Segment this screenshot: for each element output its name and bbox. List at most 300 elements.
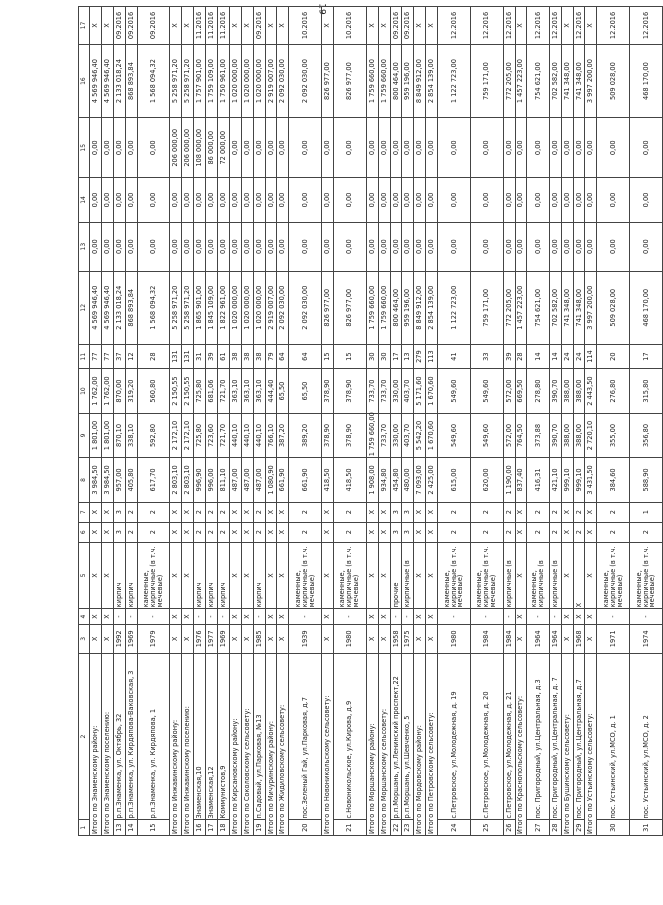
table-cell: п.Садовый, ул.Парковая, №13	[253, 653, 265, 820]
table-cell: 2	[549, 502, 561, 522]
table-cell: 28	[515, 344, 527, 368]
table-cell: 0,00	[334, 222, 367, 271]
table-cell: 0,00	[253, 178, 265, 222]
table-cell: 0,00	[137, 222, 170, 271]
subtotal-label: Итого по Мичуринскому району:	[265, 653, 277, 835]
table-cell: 19	[253, 820, 265, 836]
table-cell: каменные, кирпичные (в т.ч. мечевые)	[470, 542, 503, 609]
table-cell: с.Петровское, ул.Молодежная, д. 21	[503, 653, 515, 820]
subtotal-row	[101, 7, 113, 836]
table-cell: 2 092 030,00	[289, 271, 322, 344]
table-cell: 0,00	[253, 222, 265, 271]
table-cell: 15	[334, 344, 367, 368]
table-cell: X	[426, 502, 438, 522]
table-cell: 390,70	[549, 413, 561, 457]
table-cell: 1 759 660,00	[366, 44, 378, 117]
table-cell: 0,00	[585, 118, 597, 178]
table-cell: 11.2016	[206, 7, 218, 45]
table-cell: 1980	[334, 624, 367, 653]
table-cell: 206 000,00	[170, 118, 182, 178]
table-cell: 0,00	[206, 222, 218, 271]
table-cell: 390,70	[549, 369, 561, 413]
table-cell: 0,00	[89, 222, 101, 271]
subtotal-label: Итого по Моршанскому сельсовету:	[378, 653, 390, 835]
table-cell: 1 190,00	[503, 458, 515, 502]
table-cell: 65,50	[277, 369, 289, 413]
table-cell: -	[549, 609, 561, 625]
table-cell: пос.Зеленый Гай, ул.Парковая, д.7	[289, 653, 322, 820]
table-cell: 330,00	[390, 369, 402, 413]
table-cell: X	[426, 624, 438, 653]
table-cell: 12.2016	[470, 7, 503, 45]
table-cell: 2	[573, 502, 585, 522]
table-cell: 363,10	[241, 369, 253, 413]
table-cell: 1 020 000,00	[229, 271, 241, 344]
table-cell: X	[366, 522, 378, 542]
table-cell: 14	[549, 344, 561, 368]
table-cell: 0,00	[125, 178, 137, 222]
table-cell: 870,00	[113, 369, 125, 413]
table-cell: 480,00	[402, 458, 414, 502]
subtotal-label: Итого по Устьинскому сельсовету:	[585, 653, 597, 835]
table-cell: 0,00	[229, 222, 241, 271]
table-cell: 0,00	[390, 222, 402, 271]
table-cell: 373,88	[527, 413, 549, 457]
table-cell: 2	[206, 522, 218, 542]
table-cell: X	[366, 624, 378, 653]
table-cell: 0,00	[585, 178, 597, 222]
table-cell: 0,00	[217, 222, 229, 271]
table-cell: с.Петровское, ул.Молодежная, д. 19	[438, 653, 471, 820]
table-cell: 0,00	[277, 222, 289, 271]
table-cell: 1 457 223,00	[515, 271, 527, 344]
table-cell: 1964	[549, 624, 561, 653]
table-cell: 5 258 971,20	[170, 271, 182, 344]
table-cell: 17	[390, 344, 402, 368]
table-cell: 29	[573, 820, 585, 836]
table-cell: 0,00	[527, 118, 549, 178]
subtotal-row	[322, 7, 334, 836]
table-cell: 2 092 030,00	[277, 44, 289, 117]
table-cell: X	[585, 7, 597, 45]
table-cell: 772 205,00	[503, 44, 515, 117]
table-cell: X	[265, 7, 277, 45]
table-cell: X	[585, 609, 597, 625]
table-cell: X	[277, 7, 289, 45]
table-cell: 0,00	[229, 178, 241, 222]
table-cell: X	[182, 609, 194, 625]
table-cell: 388,00	[573, 369, 585, 413]
table-cell: 487,00	[229, 458, 241, 502]
table-cell: 0,00	[265, 118, 277, 178]
table-cell: 5 542,20	[414, 413, 426, 457]
table-cell: 12.2016	[527, 7, 549, 45]
table-cell: 2	[630, 522, 663, 542]
table-row	[289, 7, 322, 836]
table-cell: 661,90	[289, 458, 322, 502]
table-cell: 0,00	[515, 118, 527, 178]
table-cell: 09.2016	[253, 7, 265, 45]
table-cell: 4 569 946,40	[101, 44, 113, 117]
table-cell: 330,00	[390, 413, 402, 457]
table-cell: 22	[390, 820, 402, 836]
subtotal-row	[265, 7, 277, 836]
table-cell: 2 720,10	[585, 413, 597, 457]
table-cell: 388,00	[561, 369, 573, 413]
table-cell: 468 170,00	[630, 44, 663, 117]
table-cell: 13	[402, 344, 414, 368]
table-cell: 702 582,00	[549, 271, 561, 344]
table-cell: 0,00	[549, 118, 561, 178]
table-cell: 1 020 000,00	[229, 44, 241, 117]
table-cell: 0,00	[426, 178, 438, 222]
table-cell: 388,00	[561, 413, 573, 457]
table-cell: X	[229, 542, 241, 609]
table-cell: 754 621,00	[527, 44, 549, 117]
table-cell: X	[89, 624, 101, 653]
table-cell: 2	[206, 502, 218, 522]
table-cell: 0,00	[217, 178, 229, 222]
table-cell: -	[194, 609, 206, 625]
table-cell: 0,00	[241, 118, 253, 178]
table-row	[470, 7, 503, 836]
column-number: 11	[79, 344, 90, 368]
table-cell: 0,00	[426, 118, 438, 178]
table-cell: X	[378, 609, 390, 625]
table-cell: 15	[322, 344, 334, 368]
table-cell: X	[277, 542, 289, 609]
table-cell: 440,10	[241, 413, 253, 457]
table-row	[194, 7, 206, 836]
table-cell: X	[182, 542, 194, 609]
table-cell: X	[561, 7, 573, 45]
page-number: 19	[316, 3, 327, 15]
table-cell: 2	[503, 502, 515, 522]
table-cell: 11.2016	[194, 7, 206, 45]
table-cell: 319,20	[125, 369, 137, 413]
table-cell: 0,00	[289, 178, 322, 222]
table-cell: 2	[549, 522, 561, 542]
table-cell: X	[414, 522, 426, 542]
column-number: 10	[79, 369, 90, 413]
table-cell: X	[561, 522, 573, 542]
subtotal-row	[426, 7, 438, 836]
table-cell: 64	[289, 344, 322, 368]
table-cell: 206 000,00	[182, 118, 194, 178]
table-cell: 09.2016	[402, 7, 414, 45]
table-cell: 2 150,55	[170, 369, 182, 413]
table-cell: 416,31	[527, 458, 549, 502]
table-cell: 0,00	[137, 178, 170, 222]
table-cell: 23	[402, 820, 414, 836]
table-cell: 26	[503, 820, 515, 836]
table-cell: 0,00	[89, 178, 101, 222]
table-cell: 0,00	[503, 118, 515, 178]
table-cell: -	[527, 609, 549, 625]
table-cell: -	[206, 609, 218, 625]
table-cell: X	[414, 542, 426, 609]
table-cell: 620,00	[470, 458, 503, 502]
table-cell: 4 569 946,40	[89, 44, 101, 117]
table-cell: 1 670,60	[426, 413, 438, 457]
table-cell: X	[170, 624, 182, 653]
table-cell: 1 759 660,00	[366, 413, 378, 457]
table-cell: 1 568 094,32	[137, 44, 170, 117]
table-cell: X	[170, 7, 182, 45]
table-cell: X	[515, 624, 527, 653]
table-cell: 14	[125, 820, 137, 836]
table-cell: X	[378, 624, 390, 653]
subtotal-label: Итого по Кирсановскому району:	[229, 653, 241, 835]
table-cell: 0,00	[334, 118, 367, 178]
table-cell: 1984	[470, 624, 503, 653]
table-cell: 1979	[137, 624, 170, 653]
table-cell: X	[561, 624, 573, 653]
table-cell: 560,80	[137, 369, 170, 413]
subtotal-label: Итого по Моршанскому району:	[366, 653, 378, 835]
table-cell: 3 431,50	[585, 458, 597, 502]
column-number: 6	[79, 522, 90, 542]
table-row	[390, 7, 402, 836]
table-cell: 725,80	[194, 369, 206, 413]
table-cell: 2	[470, 522, 503, 542]
table-cell: 2 150,55	[182, 369, 194, 413]
table-cell: р.п.Моршань, ул.Ленинский проспект,22	[390, 653, 402, 820]
table-cell: кирпич	[113, 542, 125, 609]
table-cell: 8 849 912,00	[414, 271, 426, 344]
table-cell: 3	[402, 522, 414, 542]
table-row	[137, 7, 170, 836]
table-cell: 934,80	[378, 458, 390, 502]
table-cell: X	[515, 502, 527, 522]
table-cell: 741 348,00	[561, 271, 573, 344]
table-cell: 17	[206, 820, 218, 836]
table-cell: 0,00	[289, 222, 322, 271]
table-cell: 356,80	[630, 413, 663, 457]
table-cell: X	[426, 7, 438, 45]
table-cell: X	[426, 522, 438, 542]
table-cell: 315,80	[630, 369, 663, 413]
table-cell: X	[277, 502, 289, 522]
table-cell: 1985	[253, 624, 265, 653]
table-cell: каменные, кирпичные (в т.ч. мечевые)	[289, 542, 322, 609]
table-cell: 0,00	[597, 118, 630, 178]
table-cell: X	[101, 7, 113, 45]
table-cell: 721,70	[217, 369, 229, 413]
table-cell: 0,00	[549, 222, 561, 271]
table-cell: 0,00	[182, 222, 194, 271]
table-cell: 800 464,00	[390, 44, 402, 117]
table-cell: X	[515, 522, 527, 542]
table-cell: 38	[241, 344, 253, 368]
subtotal-label: Итого по Жидиловскому сельсовету:	[277, 653, 289, 835]
table-cell: 0,00	[113, 178, 125, 222]
table-cell: 996,00	[206, 458, 218, 502]
table-cell: 1 822 961,00	[217, 271, 229, 344]
table-cell: 39	[206, 344, 218, 368]
table-cell: 2	[253, 502, 265, 522]
table-cell: 1 759 660,00	[378, 44, 390, 117]
table-cell: X	[101, 609, 113, 625]
table-cell: 957,00	[113, 458, 125, 502]
table-cell: 0,00	[573, 222, 585, 271]
table-cell: 0,00	[322, 178, 334, 222]
table-cell: 12.2016	[573, 7, 585, 45]
table-cell: X	[414, 502, 426, 522]
table-cell: X	[515, 542, 527, 609]
table-cell: 0,00	[322, 222, 334, 271]
table-cell: X	[414, 609, 426, 625]
table-row	[573, 7, 585, 836]
subtotal-row	[241, 7, 253, 836]
table-cell: 509 028,00	[597, 44, 630, 117]
table-cell: 2	[597, 522, 630, 542]
table-cell: 1964	[527, 624, 549, 653]
table-cell: 24	[561, 344, 573, 368]
table-cell: р.п.Знаменка, ул. Кирдяпова, 1	[137, 653, 170, 820]
table-cell: X	[229, 609, 241, 625]
table-cell: -	[503, 609, 515, 625]
table-cell: X	[182, 522, 194, 542]
table-cell: 661,90	[277, 458, 289, 502]
table-cell: 2 854 139,00	[426, 44, 438, 117]
table-cell: 403,70	[402, 413, 414, 457]
table-cell: X	[89, 522, 101, 542]
table-cell: 444,40	[265, 369, 277, 413]
table-row	[334, 7, 367, 836]
table-cell: 440,10	[229, 413, 241, 457]
table-cell: прочие	[390, 542, 402, 609]
table-cell: 0,00	[125, 118, 137, 178]
table-cell: 1 762,00	[89, 369, 101, 413]
table-cell: 572,00	[503, 369, 515, 413]
table-cell: 0,00	[515, 178, 527, 222]
table-cell: 09.2016	[137, 7, 170, 45]
subtotal-row	[414, 7, 426, 836]
table-cell: 384,60	[597, 458, 630, 502]
table-cell: X	[366, 7, 378, 45]
table-cell: кирпичные (в	[503, 542, 515, 609]
table-cell: 741 348,00	[561, 44, 573, 117]
table-cell: 2	[253, 522, 265, 542]
table-cell: 669,50	[515, 369, 527, 413]
column-number: 13	[79, 222, 90, 271]
table-cell: 725,80	[194, 413, 206, 457]
table-cell: 0,00	[573, 118, 585, 178]
table-cell: 0,00	[89, 118, 101, 178]
table-cell: 2	[438, 522, 471, 542]
table-cell: 09.2016	[125, 7, 137, 45]
table-cell: 7 093,00	[414, 458, 426, 502]
table-cell: 3	[113, 502, 125, 522]
column-number: 9	[79, 413, 90, 457]
table-cell: 64	[277, 344, 289, 368]
table-body	[79, 7, 663, 836]
table-cell: 1984	[503, 624, 515, 653]
table-cell: 10.2016	[334, 7, 367, 45]
table-cell: X	[378, 502, 390, 522]
table-cell: 355,00	[597, 413, 630, 457]
table-cell: 12.2016	[503, 7, 515, 45]
table-cell: 826 977,00	[334, 44, 367, 117]
table-cell: 2 854 139,00	[426, 271, 438, 344]
table-cell: X	[414, 624, 426, 653]
table-cell: каменные, кирпичные (в т.ч. мечевые)	[630, 542, 663, 609]
table-cell: 723,60	[206, 413, 218, 457]
table-cell: 378,90	[322, 369, 334, 413]
subtotal-row	[229, 7, 241, 836]
table-cell: X	[322, 609, 334, 625]
table-cell: 25	[470, 820, 503, 836]
table-cell: 0,00	[101, 118, 113, 178]
table-cell: 30	[378, 344, 390, 368]
table-cell: 0,00	[470, 178, 503, 222]
table-cell: 0,00	[561, 222, 573, 271]
table-cell: X	[573, 542, 585, 609]
table-cell: 959 196,00	[402, 44, 414, 117]
table-cell: 21	[334, 820, 367, 836]
table-cell: 0,00	[241, 222, 253, 271]
table-cell: X	[585, 542, 597, 609]
table-cell: 1 801,00	[89, 413, 101, 457]
table-cell: 0,00	[366, 118, 378, 178]
table-cell: кирпич	[217, 542, 229, 609]
table-cell: 2	[597, 502, 630, 522]
table-cell: 3 997 200,00	[585, 44, 597, 117]
table-cell: 418,50	[334, 458, 367, 502]
table-cell: X	[515, 7, 527, 45]
table-cell: 0,00	[630, 222, 663, 271]
table-cell: 79	[265, 344, 277, 368]
column-number: 16	[79, 44, 90, 117]
table-cell: X	[277, 522, 289, 542]
table-cell: 86 000,00	[206, 118, 218, 178]
table-cell: 0,00	[378, 222, 390, 271]
table-cell: 0,00	[402, 118, 414, 178]
table-cell: 1976	[194, 624, 206, 653]
column-number: 14	[79, 178, 90, 222]
table-cell: 0,00	[137, 118, 170, 178]
table-cell: 2	[137, 522, 170, 542]
column-number: 5	[79, 542, 90, 609]
table-cell: X	[241, 7, 253, 45]
table-cell: 1 759 660,00	[366, 271, 378, 344]
table-cell: 549,60	[438, 413, 471, 457]
table-cell: 0,00	[503, 178, 515, 222]
table-cell: 5 171,60	[414, 369, 426, 413]
column-number: 12	[79, 271, 90, 344]
table-cell: пос. Устьинский, ул.МСО, д. 1	[597, 653, 630, 820]
table-cell: 20	[597, 344, 630, 368]
table-cell: 3	[113, 522, 125, 542]
table-cell: X	[366, 502, 378, 522]
table-cell: -	[289, 609, 322, 625]
table-cell: с.Петровское, ул.Молодежная, д. 20	[470, 653, 503, 820]
table-cell: 1974	[630, 624, 663, 653]
table-cell: 1992	[113, 624, 125, 653]
table-cell: Знаменская,10	[194, 653, 206, 820]
table-cell: 387,20	[277, 413, 289, 457]
table-cell: 0,00	[503, 222, 515, 271]
table-cell: 733,70	[378, 413, 390, 457]
subtotal-label: Итого по Новоникольскому сельсовету:	[322, 653, 334, 835]
table-cell: каменные, кирпичные (в т.ч. мечевые)	[597, 542, 630, 609]
table-cell: X	[322, 7, 334, 45]
subtotal-label: Итого по Петровскому сельсовету:	[426, 653, 438, 835]
table-cell: 2	[573, 522, 585, 542]
table-cell: 2	[125, 522, 137, 542]
table-cell: 0,00	[414, 178, 426, 222]
